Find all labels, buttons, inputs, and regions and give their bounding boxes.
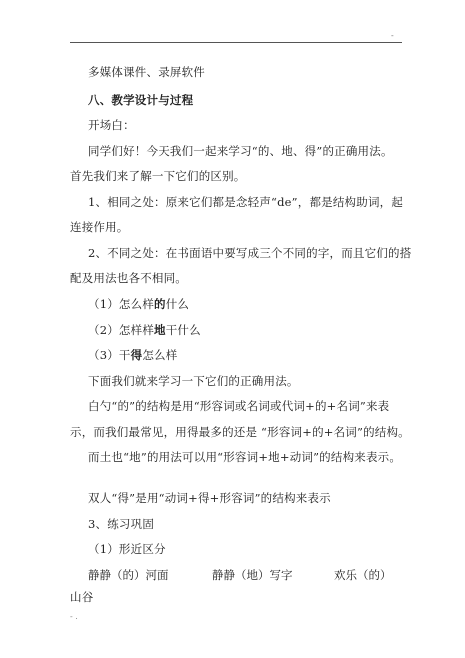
list-item: [88, 296, 189, 312]
list-item-keyword: 的: [154, 297, 166, 311]
paragraph-line: 1、相同之处：原来它们都是念轻声“de”，都是结构助词，起: [88, 195, 404, 209]
list-item-keyword: 得: [130, 348, 143, 362]
header-rule: [70, 42, 402, 43]
list-item-keyword: 地: [154, 323, 166, 337]
list-item-text: （2）怎样样: [88, 323, 155, 337]
header-corner-mark: -: [391, 31, 394, 40]
paragraph-line: 连接作用。: [70, 220, 129, 234]
paragraph-line: 下面我们就来学习一下它们的正确用法。: [88, 374, 299, 388]
opening-label: 开场白：: [88, 118, 135, 132]
list-item: [88, 347, 177, 363]
paragraph-line: 白勺“的”的结构是用“形容词或名词或代词+的+名词”来表: [88, 399, 390, 413]
exercise-continuation: 山谷: [70, 590, 94, 604]
materials-line: 多媒体课件、录屏软件: [88, 65, 205, 79]
list-item-text: （1）怎么样: [88, 297, 155, 311]
paragraph-line: 同学们好！今天我们一起来学习“的、地、得”的正确用法。: [88, 144, 393, 158]
list-item-text: （3）干: [88, 348, 131, 362]
exercise-item: 欢乐（的）: [334, 568, 392, 582]
exercise-item: 静静（的）河面: [88, 568, 169, 582]
footer-corner-mark: - .: [70, 612, 78, 621]
exercise-item: 静静（地）写字: [212, 568, 293, 582]
list-item-text: 怎么样: [142, 348, 178, 362]
paragraph-line: 示，而我们最常见，用得最多的还是 “形容词+的+名词”的结构。: [70, 425, 410, 439]
list-item-text: 什么: [165, 297, 190, 311]
list-item-text: 干什么: [165, 323, 201, 337]
section-heading: 八、教学设计与过程: [88, 93, 194, 107]
subsection-heading: （1）形近区分: [88, 542, 166, 556]
paragraph-line: 双人“得”是用“动词+得+形容词”的结构来表示: [88, 491, 331, 505]
paragraph-line: 配及用法也各不相同。: [70, 271, 187, 285]
list-item: [88, 322, 201, 338]
paragraph-line: 而土也“地”的用法可以用“形容词+地+动词”的结构来表示。: [88, 450, 402, 464]
subsection-heading: 3、练习巩固: [88, 517, 155, 531]
paragraph-line: 2、不同之处：在书面语中要写成三个不同的字，而且它们的搭: [88, 246, 412, 260]
paragraph-line: 首先我们来了解一下它们的区别。: [70, 169, 246, 183]
